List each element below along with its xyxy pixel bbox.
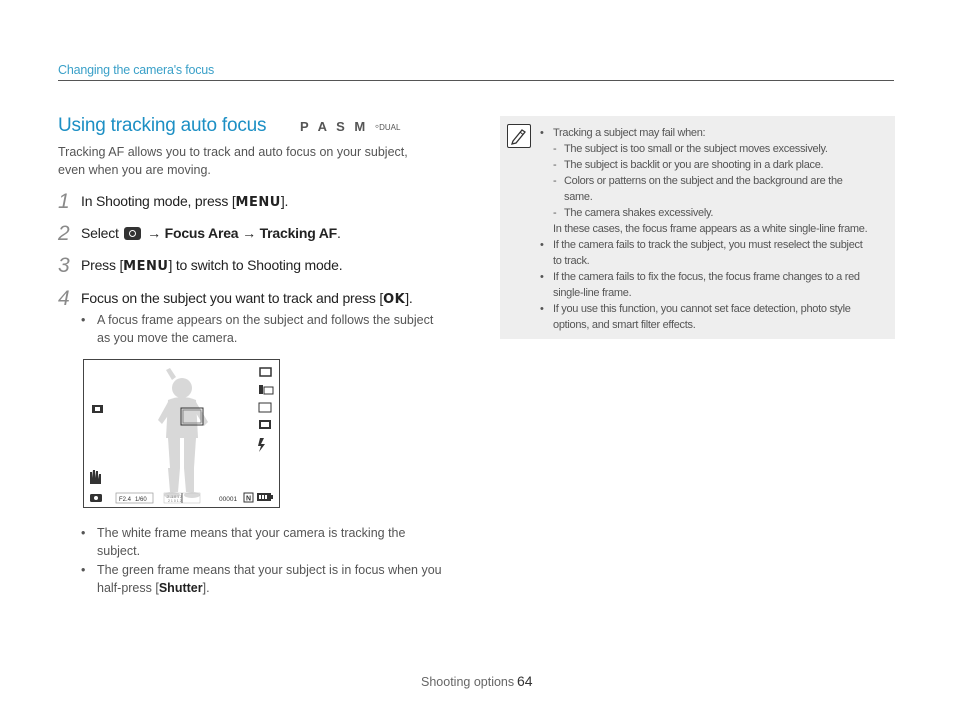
note-bullet: If the camera fails to fix the focus, the focus frame changes to a red xyxy=(553,271,860,283)
step-text: In Shooting mode, press [ xyxy=(81,193,236,209)
aperture-value: F2.4 xyxy=(119,497,132,503)
step-number: 4 xyxy=(58,287,70,310)
resolution-icon xyxy=(259,385,263,394)
dual-mode-icon: ◦DUAL xyxy=(374,119,401,133)
step-text: ]. xyxy=(405,290,413,306)
bullet-line: ]. xyxy=(202,581,210,595)
note-dash-item: The camera shakes excessively. xyxy=(564,207,714,219)
camera-icon xyxy=(124,227,141,240)
shutter-key: Shutter xyxy=(158,581,203,595)
note-bullet: If you use this function, you cannot set face detection, photo style xyxy=(553,303,851,315)
step-number: 3 xyxy=(58,254,70,277)
note-dash-item: same. xyxy=(564,191,593,203)
step-text: Select xyxy=(81,225,119,241)
child-figure xyxy=(158,368,208,498)
quality-icon xyxy=(259,403,271,412)
bullet-line: half-press [ xyxy=(97,581,159,595)
shots-remaining: 00001 xyxy=(219,496,238,503)
note-icon xyxy=(507,124,531,148)
intro-line: Tracking AF allows you to track and auto focus on your subject, xyxy=(58,145,408,159)
bullet-line: The white frame means that your camera is tracking the xyxy=(97,526,406,540)
menu-item-focus-area: Focus Area xyxy=(164,225,239,241)
step-text: ] to switch to Shooting mode. xyxy=(168,257,343,273)
bullet-line: as you move the camera. xyxy=(97,331,238,345)
step-number: 1 xyxy=(58,190,70,213)
step-4-bullet: • A focus frame appears on the subject and follows the subject as you move the camera. xyxy=(81,313,434,345)
step-1-text xyxy=(81,193,288,210)
step-text: Focus on the subject you want to track and press [ xyxy=(81,290,384,306)
step-1 xyxy=(58,190,70,214)
mode-letters: P A S M xyxy=(300,119,369,134)
page-number: 64 xyxy=(517,673,533,689)
step-number: 2 xyxy=(58,222,70,245)
bullet-line: A focus frame appears on the subject and follows the subject xyxy=(97,313,434,327)
battery-frame-icon xyxy=(260,368,271,376)
section-title: Using tracking auto focus xyxy=(58,115,267,136)
menu-item-tracking-af: Tracking AF xyxy=(259,225,338,241)
note-bullet: options, and smart filter effects. xyxy=(553,319,696,331)
note-bullet: If the camera fails to track the subject, you must reselect the subject xyxy=(553,239,863,251)
step-text: ]. xyxy=(280,193,289,209)
header-divider xyxy=(58,80,894,81)
step-text: . xyxy=(337,225,341,241)
step-3 xyxy=(58,254,70,278)
flash-icon xyxy=(258,438,265,452)
bullet-line: The green frame means that your subject is in focus when you xyxy=(97,563,442,577)
step-2-text xyxy=(81,225,341,241)
breadcrumb: Changing the camera's focus xyxy=(58,63,215,77)
note-content: • Tracking a subject may fail when: - The subject is too small or the subject moves excessively. - The subject is backlit or you are shooting in a dark place. - Colors or patterns on the subject and the background are the same. - The camera shakes excessively. In these cases, the focus frame appears as a white single-line frame. • If the camera fails to track the subject, you must reselect the subject to track. • If the camera fails to fix the focus, the focus frame changes to a red single-line frame. • If you use this function, you cannot set face detection, photo style options, and smart filter effects. xyxy=(540,127,868,331)
note-summary: In these cases, the focus frame appears as a white single-line frame. xyxy=(553,223,868,235)
note-intro: Tracking a subject may fail when: xyxy=(553,127,706,139)
bullet-line: subject. xyxy=(97,544,141,558)
step-4-text xyxy=(81,290,413,307)
step-2 xyxy=(58,222,70,246)
ok-key: OK xyxy=(383,292,406,307)
step-4 xyxy=(58,287,70,311)
ois-icon xyxy=(90,470,101,484)
intro-paragraph xyxy=(58,143,448,179)
storage-label: N xyxy=(246,495,252,503)
screen-svg xyxy=(84,360,279,507)
note-bullet: single-line frame. xyxy=(553,287,632,299)
menu-key: MENU xyxy=(235,195,281,210)
frame-color-bullets: • The white frame means that your camera is tracking the subject. • The green frame means that your subject is in focus when you half-press [Shutter]. xyxy=(81,526,442,595)
ev-bottom-labels: 2 1 0 1 2 xyxy=(168,499,182,503)
ev-top-labels: -2 -1 0 1 2 xyxy=(166,495,182,499)
footer-section-label: Shooting options xyxy=(421,675,515,689)
arrow: → xyxy=(242,225,256,241)
step-3-text xyxy=(81,257,342,274)
menu-key: MENU xyxy=(123,259,169,274)
arrow: → xyxy=(147,225,161,241)
intro-line: even when you are moving. xyxy=(58,163,211,177)
note-dash-item: Colors or patterns on the subject and the background are the xyxy=(564,175,843,187)
note-dash-item: The subject is backlit or you are shooting in a dark place. xyxy=(564,159,824,171)
note-dash-item: The subject is too small or the subject moves excessively. xyxy=(564,143,828,155)
shutter-value: 1/60 xyxy=(135,497,147,503)
shooting-modes xyxy=(300,119,400,134)
step-text: Press [ xyxy=(81,257,124,273)
note-bullet: to track. xyxy=(553,255,590,267)
camera-screen-illustration xyxy=(83,359,280,508)
